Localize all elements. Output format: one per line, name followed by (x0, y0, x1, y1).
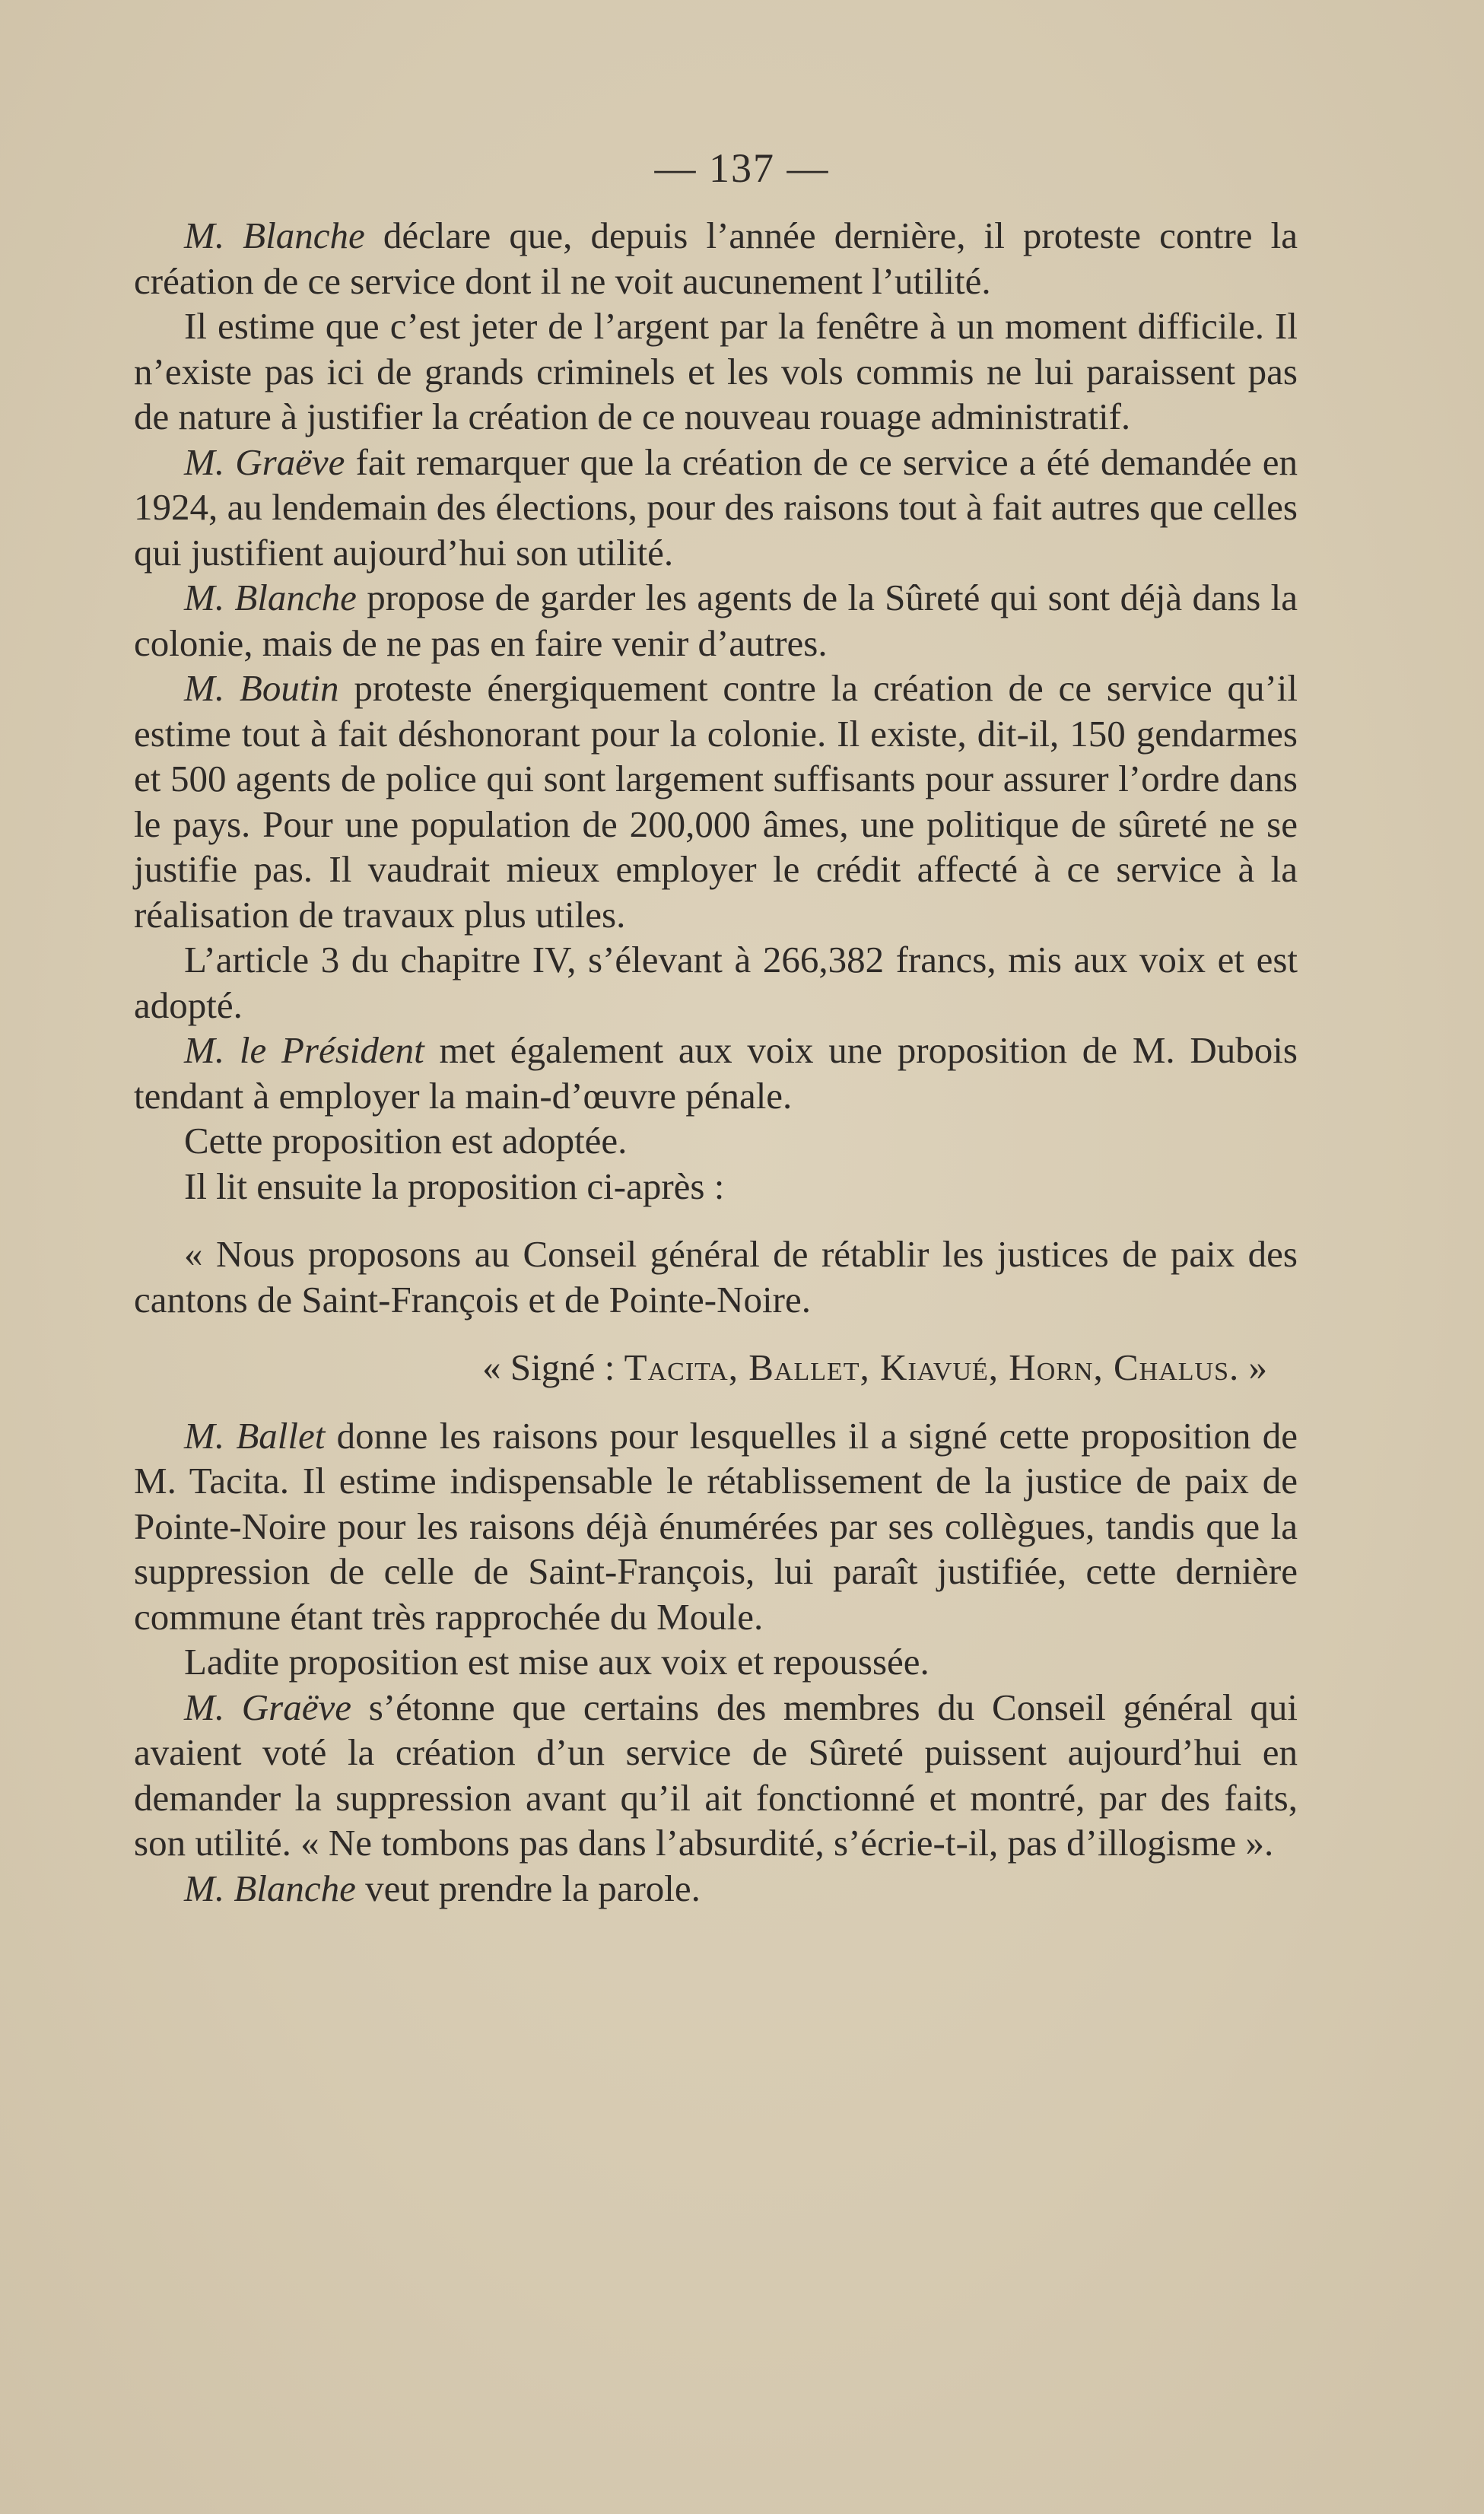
paragraph: Cette proposition est adoptée. (184, 1120, 628, 1162)
paragraph: M. Graëve s’étonne que certains des membres du Conseil général qui avaient voté la création d’un service de Sûreté puissent aujourd’hui en demander la suppression avant qu’il ait fonctionné et montré, par des faits, son utilité. « Ne tombons pas dans l’absurdité, s’écrie-t-il, pas d’illogisme ». (134, 1686, 1298, 1864)
spacer (134, 1209, 1298, 1232)
paragraph: M. le Président met également aux voix une proposition de M. Dubois tendant à employer la main-d’œuvre pénale. (134, 1029, 1298, 1117)
paragraph: Ladite proposition est mise aux voix et repoussée. (184, 1641, 929, 1683)
speaker: M. Graëve (184, 440, 345, 483)
speaker: M. Graëve (184, 1686, 351, 1728)
spacer (134, 1322, 1298, 1345)
speaker: M. Ballet (184, 1414, 326, 1457)
speaker: M. Blanche (184, 215, 365, 256)
paragraph: M. Blanche veut prendre la parole. (184, 1867, 701, 1909)
signature-line: « Signé : Tacita, Ballet, Kiavué, Horn, Chalus. » (482, 1346, 1267, 1388)
paragraph: M. Blanche propose de garder les agents de la Sûreté qui sont déjà dans la colonie, mais de ne pas en faire venir d’autres. (134, 577, 1298, 664)
speaker: M. Blanche (184, 577, 357, 618)
paragraph: Il lit ensuite la proposition ci-après : (184, 1165, 725, 1207)
page-number: — 137 — (654, 145, 830, 191)
speaker: M. Boutin (184, 667, 339, 709)
spacer (134, 1390, 1298, 1413)
speaker: M. le Président (184, 1029, 424, 1071)
paragraph: L’article 3 du chapitre IV, s’élevant à 266,382 francs, mis aux voix et est adopté. (134, 939, 1298, 1026)
paragraph: Il estime que c’est jeter de l’argent par la fenêtre à un moment difficile. Il n’existe pas ici de grands criminels et les vols commis ne lui paraissent pas de nature à justifier la création de ce nouveau rouage administratif. (134, 305, 1298, 437)
paragraph: M. Ballet donne les raisons pour lesquelles il a signé cette proposition de M. Tacita. Il estime indispensable le rétablissement de la justice de paix de Pointe-Noire pour les raisons déjà énumérées par ses collègues, tandis que la suppression de celle de Saint-François, lui paraît justifiée, cette dernière commune étant très rapprochée du Moule. (134, 1414, 1298, 1638)
quoted-proposal: « Nous proposons au Conseil général de rétablir les justices de paix des cantons de Saint-François et de Pointe-Noire. (134, 1233, 1298, 1321)
paragraph: M. Boutin proteste énergiquement contre la création de ce service qu’il estime tout à fait déshonorant pour la colonie. Il existe, dit-il, 150 gendarmes et 500 agents de police qui sont largement suffisants pour assurer l’ordre dans le pays. Pour une population de 200,000 âmes, une politique de sûreté ne se justifie pas. Il vaudrait mieux employer le crédit affecté à ce service à la réalisation de travaux plus utiles. (134, 667, 1298, 936)
paragraph: M. Graëve fait remarquer que la création de ce service a été demandée en 1924, au lendemain des élections, pour des raisons tout à fait autres que celles qui justifient aujourd’hui son utilité. (134, 440, 1298, 574)
body-text (134, 213, 1298, 1911)
signatories: Tacita, Ballet, Kiavué, Horn, Chalus. (624, 1346, 1240, 1388)
speaker: M. Blanche (184, 1867, 356, 1909)
paragraph: M. Blanche déclare que, depuis l’année dernière, il proteste contre la création de ce service dont il ne voit aucunement l’utilité. (134, 215, 1298, 302)
